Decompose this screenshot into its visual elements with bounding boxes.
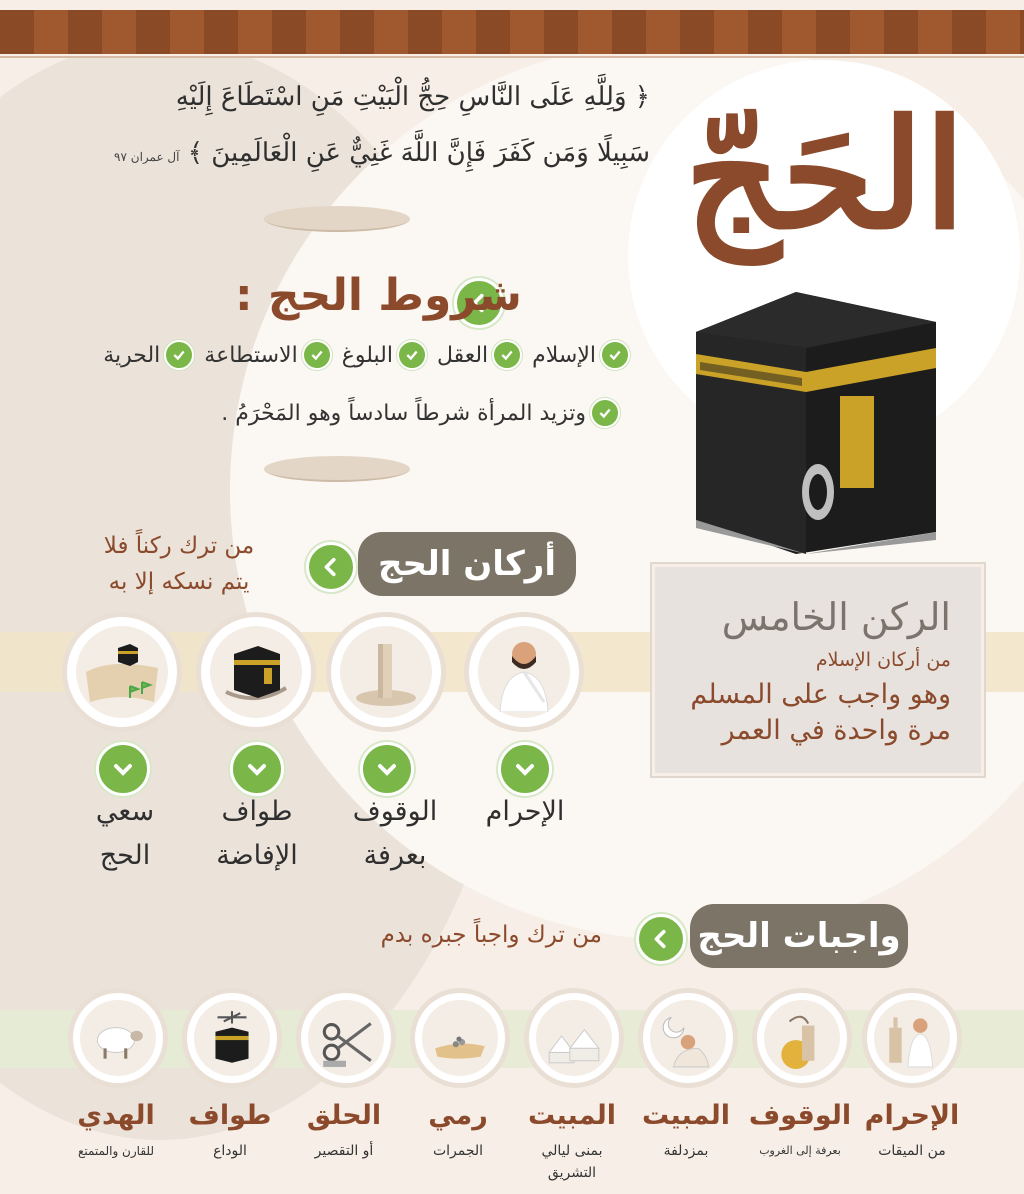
duty-sub-jamarat: الجمرات — [432, 1143, 484, 1159]
arafat-mountain-icon — [346, 632, 426, 712]
chevron-left-icon — [650, 928, 672, 950]
pillar-circle-arafat — [326, 612, 446, 732]
duty-title-ihram: الإحرام — [864, 1100, 960, 1131]
pillar-expand-arafat[interactable] — [360, 742, 414, 796]
duty-sub-muzdalifa: بمزدلفة — [663, 1143, 709, 1159]
duty-title-mina: المبيت — [527, 1100, 617, 1131]
duty-sub-arafat: بعرفة إلى الغروب — [759, 1144, 841, 1157]
ihram-person-icon — [484, 632, 564, 712]
divider-plate-2 — [264, 456, 410, 482]
check-icon — [600, 340, 630, 370]
pillars-note: من ترك ركناً فلا يتم نسكه إلا به — [103, 533, 255, 595]
duty-title-muzdalifa: المبيت — [641, 1100, 731, 1131]
verse-reference: آل عمران ٩٧ — [114, 150, 180, 164]
fifth-pillar-card — [652, 564, 984, 776]
pillars-heading: أركان الحج — [358, 532, 576, 596]
kaaba-tawaf-icon — [216, 632, 296, 712]
verse-line-1: ﴿ وَلِلَّهِ عَلَى النَّاسِ حِجُّ الْبَيْتِ مَنِ اسْتَطَاعَ إِلَيْهِ — [175, 82, 650, 112]
verse-line-2: سَبِيلًا وَمَن كَفَرَ فَإِنَّ اللَّهَ غَنِيٌّ عَنِ الْعَالَمِينَ ﴾ — [187, 138, 650, 168]
pebbles-icon — [429, 1007, 491, 1069]
duty-sub-farewell: الوداع — [213, 1143, 247, 1159]
conditions-note: وتزيد المرأة شرطاً سادساً وهو المَحْرَمُ . — [140, 398, 620, 428]
duty-circle-muzdalifa — [638, 988, 738, 1088]
safa-marwa-icon — [82, 632, 162, 712]
chevron-down-icon — [111, 757, 135, 781]
chevron-down-icon — [375, 757, 399, 781]
duty-sub-hady: للقارن والمتمتع — [77, 1144, 155, 1158]
duty-circle-mina — [524, 988, 624, 1088]
card-line-1: وهو واجب على المسلم — [690, 679, 951, 710]
pillar-label-ihram: الإحرام — [485, 796, 565, 827]
condition-item: الإسلام — [532, 340, 630, 370]
duty-circle-farewell — [182, 988, 282, 1088]
farewell-tawaf-icon — [201, 1007, 263, 1069]
duty-sub-halq: أو التقصير — [314, 1143, 374, 1159]
divider-plate-1 — [264, 206, 410, 232]
pillar-expand-tawaf[interactable] — [230, 742, 284, 796]
verse-line-2-wrap — [40, 138, 650, 168]
page-title: الحَجّ — [684, 87, 966, 263]
pillar-circle-sai — [62, 612, 182, 732]
duty-circle-arafat — [752, 988, 852, 1088]
duties-note: من ترك واجباً جبره بدم — [380, 922, 602, 948]
duties-heading: واجبات الحج — [690, 904, 908, 968]
pillar-expand-sai[interactable] — [96, 742, 150, 796]
check-icon — [164, 340, 194, 370]
duty-sub-mina: بمنى ليالي التشريق — [541, 1143, 603, 1181]
duty-title-farewell: طواف — [188, 1100, 272, 1131]
pillar-label-tawaf: طواف الإفاضة — [216, 796, 298, 871]
kaaba-icon — [686, 292, 942, 554]
chevron-left-icon — [320, 556, 342, 578]
duties-arrow-button[interactable] — [636, 914, 686, 964]
check-icon — [302, 340, 332, 370]
top-ornament-band — [0, 0, 1024, 58]
muzdalifa-icon — [657, 1007, 719, 1069]
mina-tents-icon — [543, 1007, 605, 1069]
sheep-icon — [87, 1007, 149, 1069]
check-icon — [590, 398, 620, 428]
duty-circle-jamarat — [410, 988, 510, 1088]
check-icon — [492, 340, 522, 370]
duty-title-hady: الهدي — [77, 1100, 155, 1131]
conditions-list — [40, 340, 630, 370]
duty-sub-ihram: من الميقات — [878, 1143, 946, 1159]
pillar-label-arafat: الوقوف بعرفة — [352, 796, 438, 871]
pillar-circle-tawaf — [196, 612, 316, 732]
duty-circle-halq — [296, 988, 396, 1088]
conditions-heading: شروط الحج : — [235, 270, 522, 321]
sunset-icon — [771, 1007, 833, 1069]
condition-item: الاستطاعة — [204, 340, 331, 370]
miqat-icon — [881, 1007, 943, 1069]
chevron-down-icon — [245, 757, 269, 781]
duty-title-jamarat: رمي — [428, 1100, 488, 1131]
duty-circle-hady — [68, 988, 168, 1088]
chevron-down-icon — [513, 757, 537, 781]
duty-title-halq: الحلق — [306, 1100, 382, 1131]
pillars-arrow-button[interactable] — [306, 542, 356, 592]
duty-circle-ihram — [862, 988, 962, 1088]
condition-item: العقل — [437, 340, 522, 370]
scissors-icon — [315, 1007, 377, 1069]
pillar-label-sai: سعي الحج — [95, 796, 155, 871]
pillar-circle-ihram — [464, 612, 584, 732]
condition-item: الحرية — [103, 340, 194, 370]
card-subtitle: من أركان الإسلام — [815, 649, 951, 671]
card-line-2: مرة واحدة في العمر — [721, 715, 951, 746]
condition-item: البلوغ — [342, 340, 427, 370]
pillar-expand-ihram[interactable] — [498, 742, 552, 796]
duty-title-arafat: الوقوف — [748, 1100, 852, 1131]
card-title: الركن الخامس — [721, 595, 951, 639]
check-icon — [397, 340, 427, 370]
